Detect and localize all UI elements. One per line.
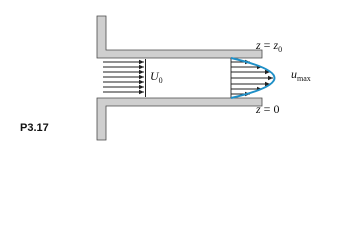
bottom-wall-label: z = 0 [256,102,280,116]
inlet-velocity-label: $U_0$ [150,69,163,85]
top-wall-label: $z = z_0$ [256,38,283,54]
problem-number: P3.17 [20,122,49,134]
inlet-velocity-arrows [103,62,144,92]
profile-velocity-arrows [231,62,273,94]
upper-wall [97,16,262,58]
lower-wall [97,98,262,140]
max-velocity-label: $u_{max}$ [291,67,311,83]
